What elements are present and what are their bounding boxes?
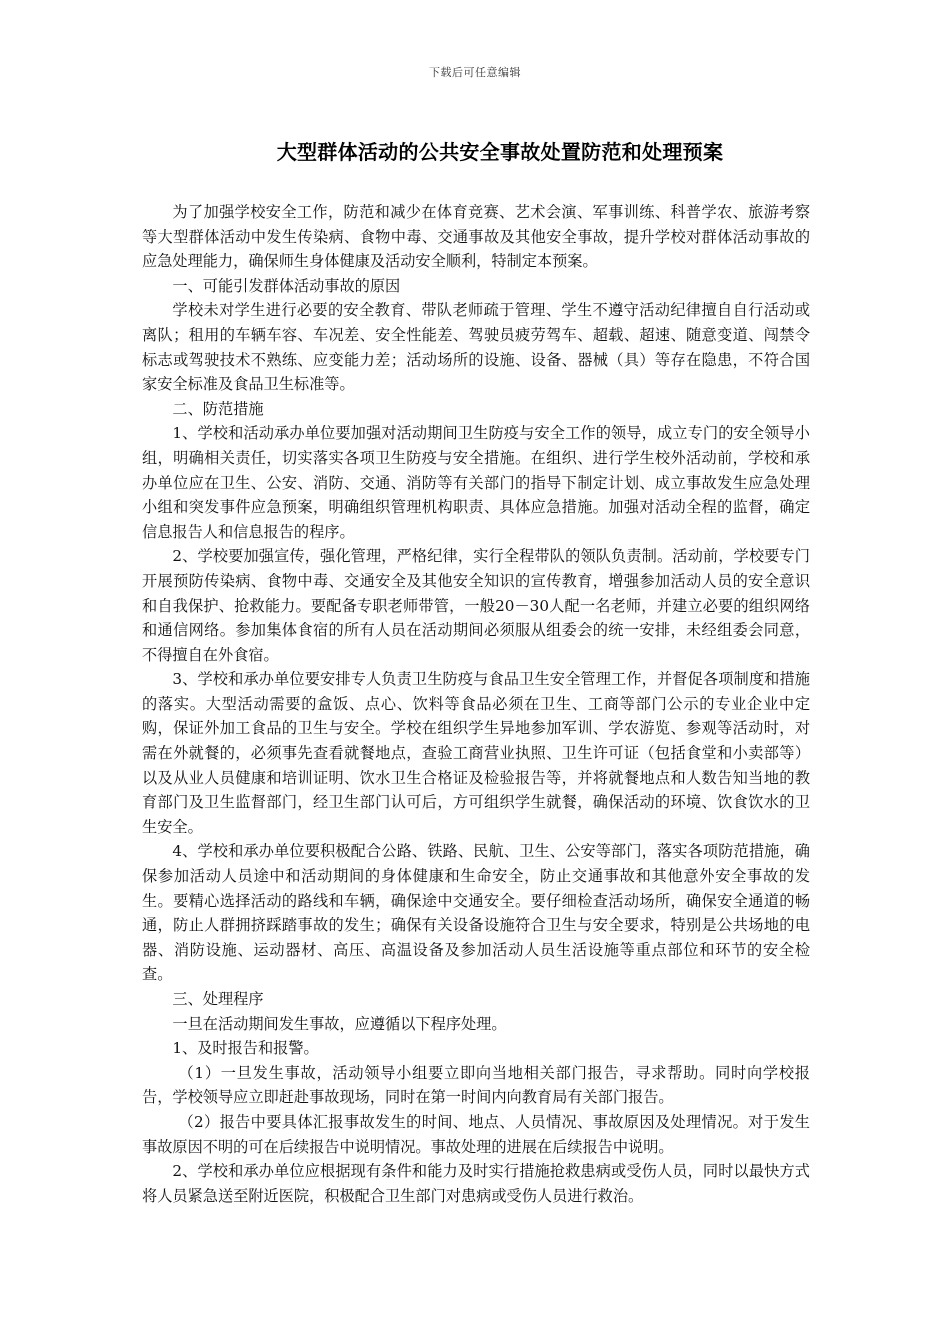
section-heading-procedure: 三、处理程序 bbox=[172, 990, 264, 1008]
document-title: 大型群体活动的公共安全事故处置防范和处理预案 bbox=[276, 140, 724, 164]
paragraph-procedure-1-2: （2）报告中要具体汇报事故发生的时间、地点、人员情况、事故原因及处理情况。对于发生事故原因不明的可在后续报告中说明情况。事故处理的进展在后续报告中说明。 bbox=[142, 1112, 810, 1156]
paragraph-prevention-4: 4、学校和承办单位要积极配合公路、铁路、民航、卫生、公安等部门，落实各项防范措施，确保参加活动人员途中和活动期间的身体健康和生命安全，防止交通事故和其他意外安全事故的发生。要精心选择活动的路线和车辆，确保途中交通安全。要仔细检查活动场所，确保安全通道的畅通，防止人群拥挤踩踏事故的发生；确保有关设备设施符合卫生与安全要求，特别是公共场地的电器、消防设施、运动器材、高压、高温设备及参加活动人员生活设施等重点部位和环节的安全检查。 bbox=[142, 842, 810, 984]
header-note: 下载后可任意编辑 bbox=[429, 66, 521, 79]
paragraph-procedure-1-1: （1）一旦发生事故，活动领导小组要立即向当地相关部门报告，寻求帮助。同时向学校报告，学校领导应立即赶赴事故现场，同时在第一时间内向教育局有关部门报告。 bbox=[142, 1063, 810, 1107]
paragraph-prevention-1: 1、学校和活动承办单位要加强对活动期间卫生防疫与安全工作的领导，成立专门的安全领导小组，明确相关责任，切实落实各项卫生防疫与安全措施。在组织、进行学生校外活动前，学校和承办单位应在卫生、公安、消防、交通、消防等有关部门的指导下制定计划、成立事故发生应急处理小组和突发事件应急预案，明确组织管理机构职责、具体应急措施。加强对活动全程的监督，确定信息报告人和信息报告的程序。 bbox=[142, 424, 810, 541]
paragraph-intro: 为了加强学校安全工作，防范和减少在体育竞赛、艺术会演、军事训练、科普学农、旅游考察等大型群体活动中发生传染病、食物中毒、交通事故及其他安全事故，提升学校对群体活动事故的应急处理能力，确保师生身体健康及活动安全顺利，特制定本预案。 bbox=[142, 203, 810, 271]
paragraph-procedure-intro: 一旦在活动期间发生事故，应遵循以下程序处理。 bbox=[172, 1014, 507, 1033]
section-heading-prevention: 二、防范措施 bbox=[172, 399, 264, 418]
section-heading-causes: 一、可能引发群体活动事故的原因 bbox=[172, 276, 401, 295]
document-body bbox=[142, 200, 810, 1208]
paragraph-procedure-2: 2、学校和承办单位应根据现有条件和能力及时实行措施抢救患病或受伤人员，同时以最快方式将人员紧急送至附近医院，积极配合卫生部门对患病或受伤人员进行救治。 bbox=[142, 1162, 810, 1205]
paragraph-causes: 学校未对学生进行必要的安全教育、带队老师疏于管理、学生不遵守活动纪律擅自自行活动或离队；租用的车辆车容、车况差、安全性能差、驾驶员疲劳驾车、超载、超速、随意变道、闯禁令标志或驾驶技术不熟练、应变能力差；活动场所的设施、设备、器械（具）等存在隐患，不符合国家安全标准及食品卫生标准等。 bbox=[142, 301, 810, 394]
paragraph-prevention-3: 3、学校和承办单位要安排专人负责卫生防疫与食品卫生安全管理工作，并督促各项制度和措施的落实。大型活动需要的盒饭、点心、饮料等食品必须在卫生、工商等部门公示的专业企业中定购，保证外加工食品的卫生与安全。学校在组织学生异地参加军训、学农游览、参观等活动时，对需在外就餐的，必须事先查看就餐地点，查验工商营业执照、卫生许可证（包括食堂和小卖部等）以及从业人员健康和培训证明、饮水卫生合格证及检验报告等，并将就餐地点和人数告知当地的教育部门及卫生监督部门，经卫生部门认可后，方可组织学生就餐，确保活动的环境、饮食饮水的卫生安全。 bbox=[142, 670, 810, 836]
paragraph-prevention-2: 2、学校要加强宣传，强化管理，严格纪律，实行全程带队的领队负责制。活动前，学校要专门开展预防传染病、食物中毒、交通安全及其他安全知识的宣传教育，增强参加活动人员的安全意识和自我保护、抢救能力。要配备专职老师带管，一般20－30人配一名老师，并建立必要的组织网络和通信网络。参加集体食宿的所有人员在活动期间必须服从组委会的统一安排，未经组委会同意，不得擅自在外食宿。 bbox=[142, 547, 810, 664]
paragraph-procedure-1-title: 1、及时报告和报警。 bbox=[172, 1039, 319, 1058]
